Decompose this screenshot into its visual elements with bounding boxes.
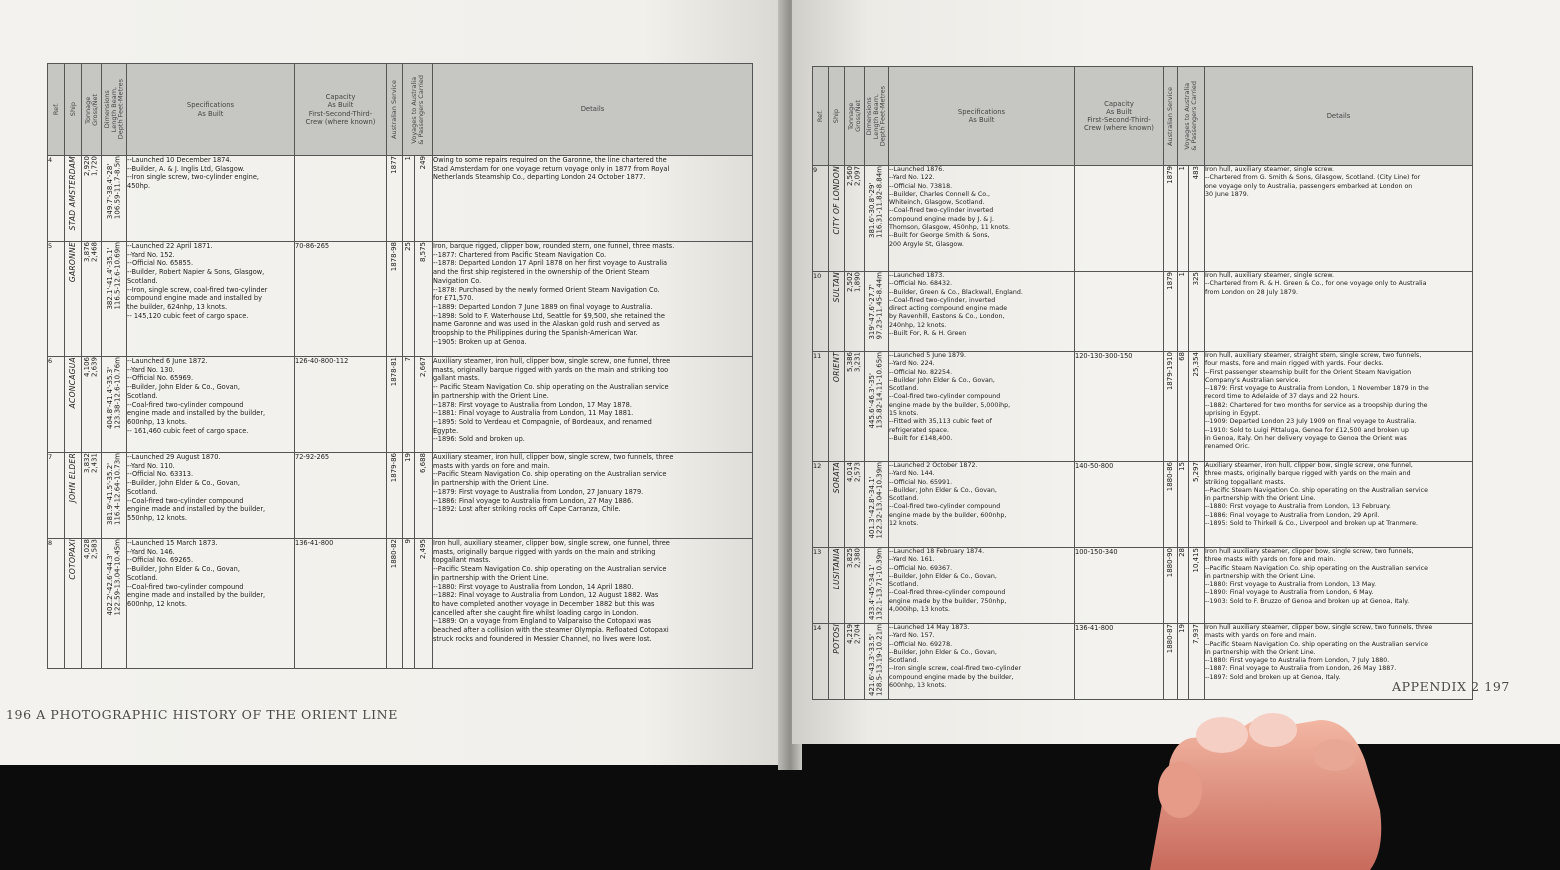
passengers-text: 2,667 [418,357,427,378]
ref-cell: 6 [48,357,65,453]
specifications-cell: --Launched 29 August 1870. --Yard No. 110. --Official No. 63313. --Builder, John Elder & Co., Govan, Scotland. --Coal-fired two-cylinder compound engine made and installed by the builder, 550nhp, 12 knots. [127,453,295,539]
voyages-text: 7 [403,357,412,362]
passengers-cell [415,357,433,453]
service-years-cell [1164,352,1178,462]
ref-cell: 5 [48,242,65,357]
service-years-cell [1164,462,1178,548]
tonnage-text: 4,219 2,704 [846,624,862,645]
tonnage-text: 2,502 1,890 [846,272,862,293]
header-ship: Ship [829,67,845,166]
ship-name-text: CITY OF LONDON [831,166,841,235]
table-header-row [48,64,753,156]
voyages-text: 9 [403,539,412,544]
ref-cell: 7 [48,453,65,539]
specifications-cell: --Launched 22 April 1871. --Yard No. 152. --Official No. 65855. --Builder, Robert Napier & Sons, Glasgow, Scotland. --Iron, single screw, coal-fired two-cylinder compound engine made and installed by the builder, 624nhp, 13 knots. -- 145,120 cubic feet of cargo space. [127,242,295,357]
voyages-cell [1178,272,1189,352]
voyages-cell [403,242,415,357]
header-capacity: Capacity As Built First-Second-Third- Crew (where known) [1075,67,1164,166]
dimensions-cell [865,624,889,700]
ship-name-text: SORATA [831,462,841,494]
service-years-text: 1880-87 [1165,624,1174,654]
passengers-cell [1189,548,1205,624]
service-years-cell [1164,166,1178,272]
table-body [813,166,1473,700]
capacity-cell: 72-92-265 [295,453,387,539]
voyages-cell [403,156,415,242]
passengers-text: 8,575 [418,242,427,263]
specifications-cell: --Launched 14 May 1873. --Yard No. 157. --Official No. 69278. --Builder, John Elder & Co., Govan, Scotland. --Iron single screw, coal-fired two-cylinder compound engine made by the builder, 600nhp, 13 knots. [889,624,1075,700]
header-voyages: Voyages to Australia & Passengers Carried [1178,67,1205,166]
ship-name-text: ACONCAGUA [68,357,78,409]
details-cell: Iron hull, auxiliary steamer, single screw. --Chartered from G. Smith & Sons, Glasgow, Scotland. (City Line) for one voyage only to Australia, passengers embarked at London on 30 June 1879. [1205,166,1473,272]
ref-cell: 9 [813,166,829,272]
capacity-cell: 70-86-265 [295,242,387,357]
dimensions-text: 401.3'-42.8'-34.1' 122.32-13.04-10.39m [868,462,884,539]
ship-name-cell [829,272,845,352]
passengers-cell [1189,166,1205,272]
dimensions-cell [102,156,127,242]
ship-name-text: JOHN ELDER [68,453,78,503]
dimensions-text: 404.8'-41.4'-35.3' 123.38-12.6-10.76m [105,357,121,429]
left-page [0,0,786,765]
header-tonnage: Tonnage Gross/Net [82,64,102,156]
service-years-text: 1879-86 [389,453,398,483]
table-row [48,539,753,669]
tonnage-text: 3,876 2,468 [83,242,99,263]
header-dimensions: Dimensions Length Beam, Depth Feet-Metres [102,64,127,156]
voyages-text: 1 [403,156,412,161]
table-row [48,242,753,357]
header-specifications: Specifications As Built [889,67,1075,166]
table-row [813,548,1473,624]
service-years-text: 1878-98 [389,242,398,272]
service-years-cell [1164,272,1178,352]
tonnage-text: 3,832 2,431 [83,453,99,474]
dimensions-cell [102,539,127,669]
header-service: Australian Service [1164,67,1178,166]
dimensions-cell [865,272,889,352]
ref-cell: 8 [48,539,65,669]
voyages-cell [1178,624,1189,700]
capacity-cell: 126-40-800-112 [295,357,387,453]
tonnage-text: 2,560 2,097 [846,166,862,187]
tonnage-text: 2,920 1,720 [83,156,99,177]
dimensions-cell [865,462,889,548]
voyages-text: 19 [403,453,412,462]
tonnage-cell [845,548,865,624]
service-years-text: 1879 [1165,166,1174,184]
dimensions-text: 382.1'-41.4'-35.1' 116.5-12.6-10.69m [105,242,121,310]
passengers-text: 6,688 [418,453,427,474]
service-years-text: 1880-82 [389,539,398,569]
dimensions-text: 381.6'-30.8'-29' 116.31-11.82-8.84m [868,166,884,238]
ship-name-text: ORIENT [831,352,841,383]
ship-name-text: COTOPAXI [68,539,78,580]
dimensions-cell [102,242,127,357]
ship-name-cell [829,462,845,548]
details-cell: Iron, barque rigged, clipper bow, rounded stern, one funnel, three masts. --1877: Chartered from Pacific Steam Navigation Co. --1878: Departed London 17 April 1878 on her first voyage to Australia and the first ship registered in the ownership of the Orient Steam Navigation Co. --1878: Purchased by the newly formed Orient Steam Navigation Co. for £71,570. --1889: Departed London 7 June 1889 on final voyage to Australia. --1898: Sold to F. Waterhouse Ltd, Seattle for $9,500, she retained the name Garonne and was used in the Alaskan gold rush and served as troopship to the Philippines during the Spanish-American War. --1905: Broken up at Genoa. [433,242,753,357]
specifications-cell: --Launched 1873. --Official No. 68432. --Builder, Green & Co., Blackwall, England. --Coal-fired two-cylinder, inverted direct acting compound engine made by Ravenhill, Eastons & Co., London, 240nhp, 12 knots. --Built For, R. & H. Green [889,272,1075,352]
capacity-cell: 140-50-800 [1075,462,1164,548]
details-cell: Iron hull auxiliary steamer, clipper bow, single screw, two funnels, three masts with yards on fore and main. --Pacific Steam Navigation Co. ship operating on the Australian service in partnership with the Orient Line. --1880: First voyage to Australia from London, 13 May. --1890: Final voyage to Australia from London, 6 May. --1903: Sold to F. Bruzzo of Genoa and broken up at Genoa, Italy. [1205,548,1473,624]
ship-name-text: SULTAN [831,272,841,303]
dimensions-cell [865,166,889,272]
voyages-text: 1 [1178,272,1187,277]
tonnage-cell [845,352,865,462]
table-row [813,462,1473,548]
ship-name-text: STAD AMSTERDAM [68,156,78,231]
tonnage-text: 4,014 2,573 [846,462,862,483]
capacity-cell: 136-41-800 [1075,624,1164,700]
details-cell: Iron hull auxiliary steamer, clipper bow, single screw, two funnels, three masts with yards on fore and main. --Pacific Steam Navigation Co. ship operating on the Australian service in partnership with the Orient Line. --1880: First voyage to Australia from London, 7 July 1880. --1887: Final voyage to Australia from London, 26 May 1887. --1897: Sold and broken up at Genoa, Italy. [1205,624,1473,700]
voyages-text: 1 [1178,166,1187,171]
ship-name-cell [65,539,82,669]
specifications-cell: --Launched 5 June 1879. --Yard No. 224. --Official No. 82254. --Builder John Elder & Co., Govan, Scotland. --Coal-fired two-cylinder compound engine made by the builder, 5,000ihp, 15 knots. --Fitted with 35,113 cubic feet of refrigerated space. --Built for £148,400. [889,352,1075,462]
passengers-text: 325 [1191,272,1200,286]
capacity-cell: 136-41-800 [295,539,387,669]
header-ref: Ref. [813,67,829,166]
specifications-cell: --Launched 10 December 1874. --Builder, A. & J. Inglis Ltd, Glasgow. --Iron single screw, two-cylinder engine, 450hp. [127,156,295,242]
voyages-text: 68 [1178,352,1187,361]
ship-name-cell [829,624,845,700]
tonnage-cell [845,624,865,700]
passengers-cell [1189,624,1205,700]
tonnage-cell [82,242,102,357]
dimensions-text: 349.7'-38.4'-28' 106.59-11.7-8.5m [105,156,121,220]
service-years-cell [387,539,403,669]
service-years-cell [1164,624,1178,700]
passengers-text: 483 [1191,166,1200,180]
voyages-cell [403,357,415,453]
page-footer-right: APPENDIX 2 197 [1392,679,1510,694]
details-cell: Iron hull, auxiliary steamer, clipper bow, single screw, one funnel, three masts, originally barque rigged with yards on the main and striking topgallant masts. --Pacific Steam Navigation Co. ship operating on the Australian service in partnership with the Orient Line. --1880: First voyage to Australia from London, 14 April 1880. --1882: Final voyage to Australia from London, 12 August 1882. Was to have completed another voyage in December 1882 but this was cancelled after she caught fire whilst loading cargo in London. --1889: On a voyage from England to Valparaiso the Cotopaxi was beached after a collision with the steamer Olympia. Refloated Cotopaxi struck rocks and foundered in Messier Channel, no lives were lost. [433,539,753,669]
voyages-cell [1178,352,1189,462]
table-row [48,357,753,453]
ship-name-cell [65,242,82,357]
tonnage-cell [82,539,102,669]
service-years-text: 1878-81 [389,357,398,387]
ship-name-cell [65,156,82,242]
ship-name-cell [65,357,82,453]
passengers-text: 25,354 [1191,352,1200,377]
ship-name-text: LUSITANIA [831,548,841,590]
passengers-text: 7,937 [1191,624,1200,645]
voyages-text: 15 [1178,462,1187,471]
dimensions-text: 421.6'-43.3'-33.5' 128.5-13.19-10.21m [868,624,884,696]
ship-name-cell [829,548,845,624]
service-years-text: 1879-1910 [1165,352,1174,391]
dimensions-text: 433.4'-45'-34.1' 132.1-13.71-10.39m [868,548,884,620]
page-footer-left: 196 A PHOTOGRAPHIC HISTORY OF THE ORIENT LINE [6,707,398,722]
table-row [813,272,1473,352]
table-row [48,453,753,539]
ship-name-cell [829,166,845,272]
table-row [813,166,1473,272]
capacity-cell: 120-130-300-150 [1075,352,1164,462]
passengers-text: 10,415 [1191,548,1200,573]
header-dimensions: Dimensions Length Beam, Depth Feet-Metres [865,67,889,166]
header-ref: Ref. [48,64,65,156]
voyages-cell [403,453,415,539]
tonnage-text: 5,386 3,231 [846,352,862,373]
dimensions-cell [865,548,889,624]
table-row [813,352,1473,462]
ship-name-cell [829,352,845,462]
tonnage-cell [845,272,865,352]
details-cell: Iron hull, auxiliary steamer, straight stem, single screw, two funnels, four masts, fore and main rigged with yards. Four decks. --First passenger steamship built for the Orient Steam Navigation Company's Australian service. --1879: First voyage to Australia from London, 1 November 1879 in the record time to Adelaide of 37 days and 22 hours. --1882: Chartered for two months for service as a troopship during the uprising in Egypt. --1909: Departed London 23 July 1909 on final voyage to Australia. --1910: Sold to Luigi Pittaluga, Genoa for £12,500 and broken up in Genoa, Italy. On her delivery voyage to Genoa the Orient was renamed Oric. [1205,352,1473,462]
capacity-cell [1075,166,1164,272]
service-years-cell [387,453,403,539]
service-years-text: 1879 [1165,272,1174,290]
passengers-cell [415,156,433,242]
passengers-cell [415,242,433,357]
ship-table-left [47,63,753,669]
ref-cell: 11 [813,352,829,462]
table-row [813,624,1473,700]
dimensions-text: 402.2'-42.6'-44.3' 122.59-13.04-10.45m [105,539,121,616]
passengers-text: 249 [418,156,427,170]
tonnage-cell [845,166,865,272]
header-capacity: Capacity As Built First-Second-Third- Crew (where known) [295,64,387,156]
ref-cell: 4 [48,156,65,242]
ship-table-right [812,66,1473,700]
ref-cell: 10 [813,272,829,352]
details-cell: Auxiliary steamer, iron hull, clipper bow, single screw, two funnels, three masts with yards on fore and main. --Pacific Steam Navigation Co. ship operating on the Australian service in partnership with the Orient Line. --1879: First voyage to Australia from London, 27 January 1879. --1886: Final voyage to Australia from London, 27 May 1886. --1892: Lost after striking rocks off Cape Carranza, Chile. [433,453,753,539]
service-years-cell [387,156,403,242]
header-tonnage: Tonnage Gross/Net [845,67,865,166]
header-specifications: Specifications As Built [127,64,295,156]
dimensions-text: 445.6'-46.3'-35' 135.82-14.11-10.65m [868,352,884,429]
voyages-cell [1178,166,1189,272]
table-row [48,156,753,242]
passengers-cell [1189,462,1205,548]
dimensions-text: 319'-47.6'-27.7' 97.23-11.45-8.44m [868,272,884,340]
voyages-text: 19 [1178,624,1187,633]
details-cell: Auxiliary steamer, iron hull, clipper bow, single screw, one funnel, three masts, originally barque rigged with yards on the main and striking too gallant masts. -- Pacific Steam Navigation Co. ship operating on the Australian service in partnership with the Orient Line. --1878: First voyage to Australia from London, 17 May 1878. --1881: Final voyage to Australia from London, 11 May 1881. --1895: Sold to Verdeau et Compagnie, of Bordeaux, and renamed Egypte. --1896: Sold and broken up. [433,357,753,453]
specifications-cell: --Launched 6 June 1872. --Yard No. 130. --Official No. 65969. --Builder, John Elder & Co., Govan, Scotland. --Coal-fired two-cylinder compound engine made and installed by the builder, 600nhp, 13 knots. -- 161,460 cubic feet of cargo space. [127,357,295,453]
tonnage-text: 4,106 2,639 [83,357,99,378]
table-body [48,156,753,669]
header-ship: Ship [65,64,82,156]
tonnage-cell [82,156,102,242]
passengers-cell [1189,272,1205,352]
voyages-text: 25 [403,242,412,251]
service-years-text: 1877 [389,156,398,174]
specifications-cell: --Launched 15 March 1873. --Yard No. 146. --Official No. 69265. --Builder, John Elder & Co., Govan, Scotland. --Coal-fired two-cylinder compound engine made and installed by the builder, 600nhp, 12 knots. [127,539,295,669]
tonnage-cell [845,462,865,548]
details-cell: Auxiliary steamer, iron hull, clipper bow, single screw, one funnel, three masts, originally barque rigged with yards on the main and striking topgallant masts. --Pacific Steam Navigation Co. ship operating on the Australian service in partnership with the Orient Line. --1880: First voyage to Australia from London, 13 February. --1886: Final voyage to Australia from London, 29 April. --1895: Sold to Thirkell & Co., Liverpool and broken up at Tranmere. [1205,462,1473,548]
service-years-cell [387,242,403,357]
passengers-cell [415,453,433,539]
dimensions-cell [102,453,127,539]
service-years-text: 1880-86 [1165,462,1174,492]
tonnage-cell [82,453,102,539]
ref-cell: 14 [813,624,829,700]
header-service: Australian Service [387,64,403,156]
header-details: Details [1205,67,1473,166]
dimensions-cell [865,352,889,462]
tonnage-cell [82,357,102,453]
tonnage-text: 4,028 2,583 [83,539,99,560]
capacity-cell [1075,272,1164,352]
service-years-cell [1164,548,1178,624]
voyages-cell [403,539,415,669]
hand-image [1130,700,1390,870]
dimensions-text: 381.9'-41.5'-35.2' 116.4-12.64-10.73m [105,453,121,525]
passengers-text: 2,495 [418,539,427,560]
details-cell: Owing to some repairs required on the Garonne, the line chartered the Stad Amsterdam for one voyage return voyage only in 1877 from Royal Netherlands Steamship Co., departing London 24 October 1877. [433,156,753,242]
header-voyages: Voyages to Australia & Passengers Carried [403,64,433,156]
tonnage-text: 3,825 2,380 [846,548,862,569]
table-header-row [813,67,1473,166]
passengers-text: 5,297 [1191,462,1200,483]
header-details: Details [433,64,753,156]
passengers-cell [415,539,433,669]
voyages-cell [1178,548,1189,624]
passengers-cell [1189,352,1205,462]
ship-name-text: POTOSI [831,624,841,654]
ship-name-cell [65,453,82,539]
ref-cell: 12 [813,462,829,548]
specifications-cell: --Launched 1876. --Yard No. 122. --Official No. 73818. --Builder, Charles Connell & Co., Whiteinch, Glasgow, Scotland. --Coal-fired two-cylinder inverted compound engine made by J. & J. Thomson, Glasgow, 450nhp, 11 knots. --Built for George Smith & Sons, 200 Argyle St, Glasgow. [889,166,1075,272]
dimensions-cell [102,357,127,453]
service-years-cell [387,357,403,453]
ship-name-text: GARONNE [68,242,78,283]
details-cell: Iron hull, auxiliary steamer, single screw. --Chartered from R. & H. Green & Co., for one voyage only to Australia from London on 28 July 1879. [1205,272,1473,352]
capacity-cell [295,156,387,242]
voyages-text: 28 [1178,548,1187,557]
capacity-cell: 100-150-340 [1075,548,1164,624]
specifications-cell: --Launched 2 October 1872. --Yard No. 144. --Official No. 65991. --Builder, John Elder & Co., Govan, Scotland. --Coal-fired two-cylinder compound engine made by the builder, 600nhp, 12 knots. [889,462,1075,548]
specifications-cell: --Launched 18 February 1874. --Yard No. 161. --Official No. 69367. --Builder, John Elder & Co., Govan, Scotland. --Coal-fired three-cylinder compound engine made by the builder, 750nhp, 4,000ihp, 13 knots. [889,548,1075,624]
ref-cell: 13 [813,548,829,624]
service-years-text: 1880-90 [1165,548,1174,578]
voyages-cell [1178,462,1189,548]
